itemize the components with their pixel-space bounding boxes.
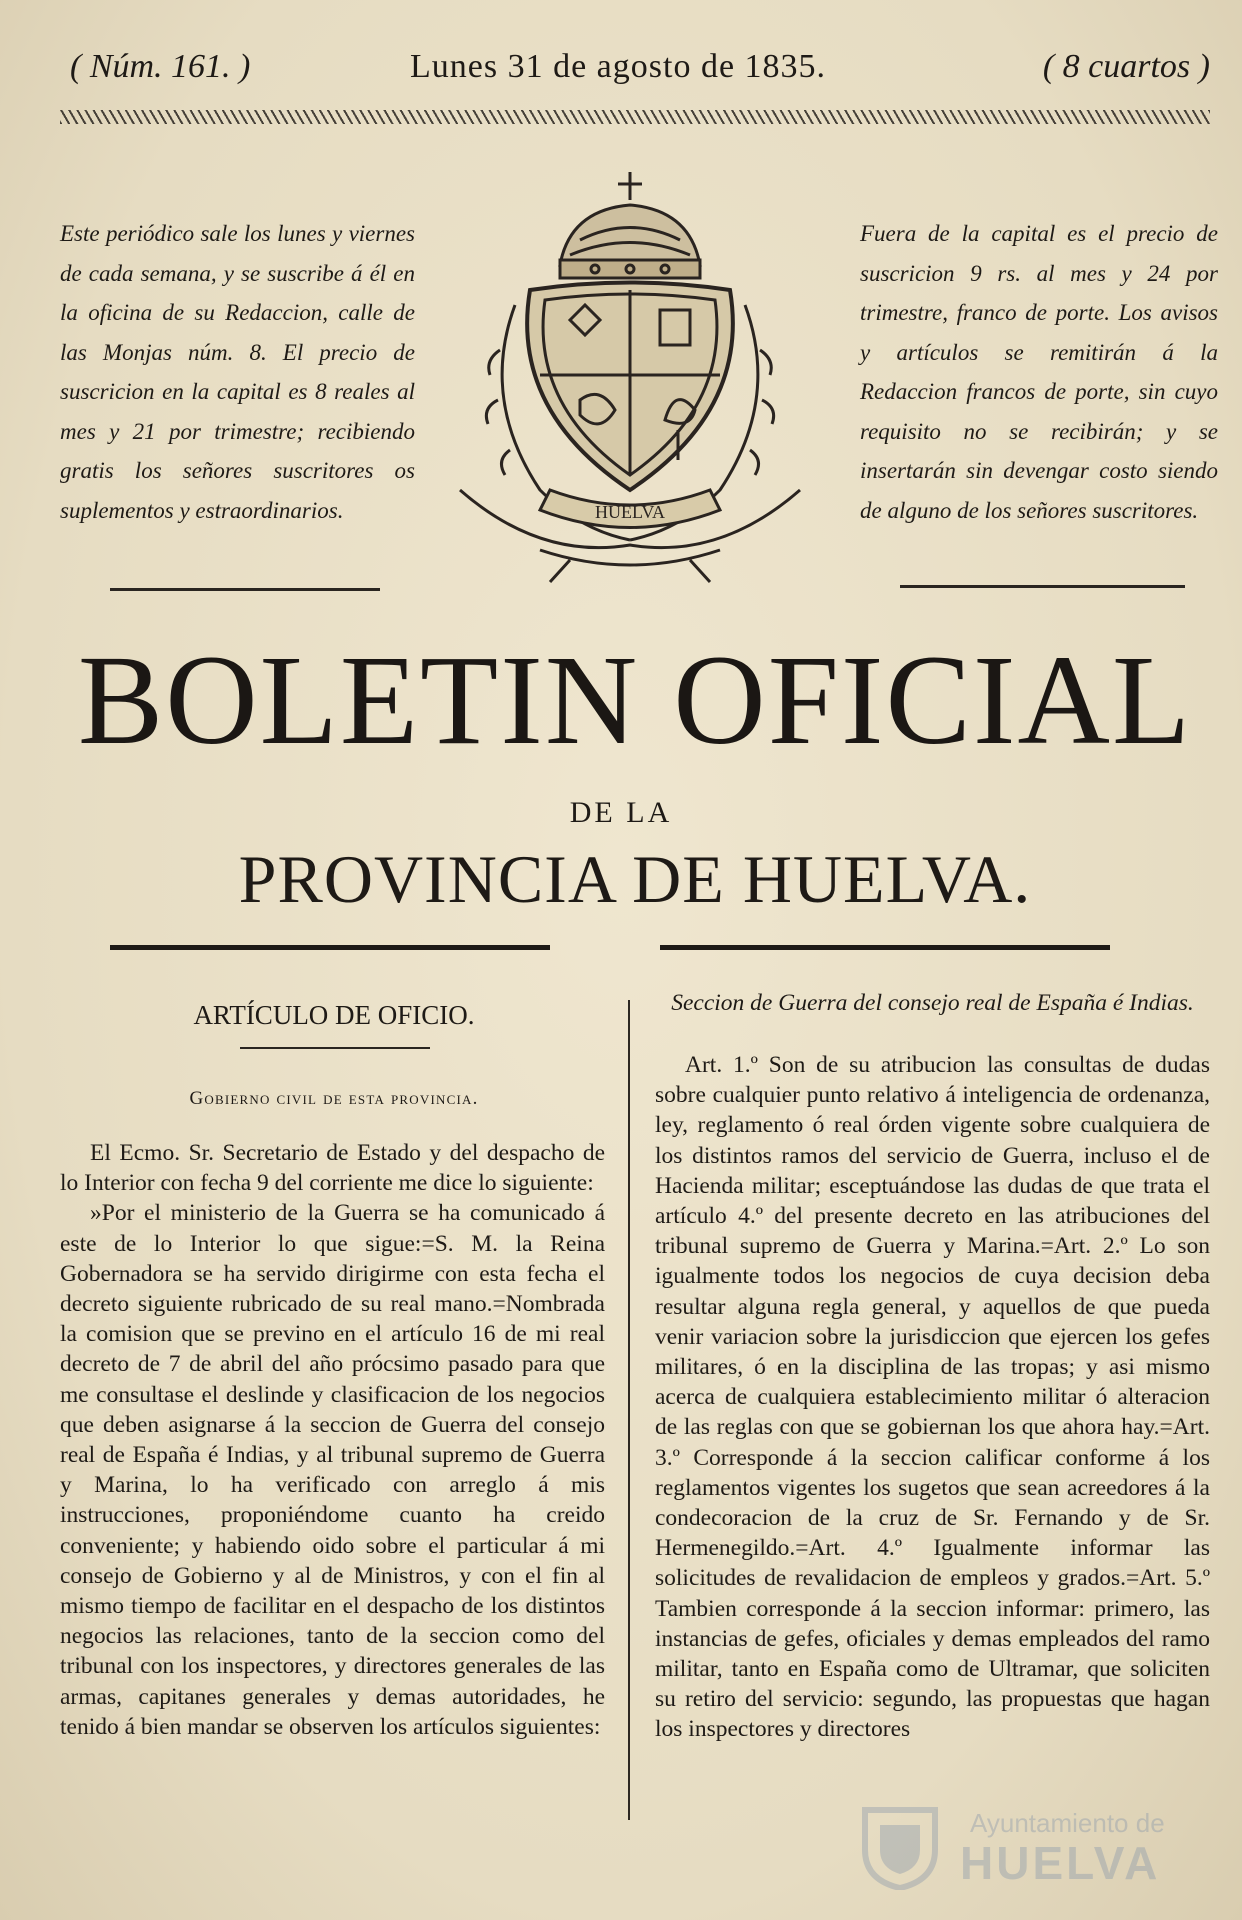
issue-price: ( 8 cuartos ) <box>1042 48 1210 85</box>
shield-icon <box>850 1800 950 1890</box>
title-rule-left <box>110 945 550 950</box>
watermark-small-text: Ayuntamiento de <box>970 1808 1165 1838</box>
archive-watermark <box>850 1800 1210 1890</box>
issue-number: ( Núm. 161. ) <box>70 48 251 85</box>
divider-right <box>900 585 1185 588</box>
ornamental-border <box>60 110 1210 124</box>
subscription-info-right: Fuera de la capital es el precio de suscricion 9 rs. al mes y 24 por trimestre, franco de porte. Los avisos y artículos se remitirán á la Redaccion francos de porte, sin cuyo requisito no se recibirán; y se insertarán sin devengar costo siendo de alguno de los señores suscritores. <box>860 221 1218 523</box>
paragraph: Art. 1.º Son de su atribucion las consultas de dudas sobre cualquier punto relativo á inteligencia de ordenanza, ley, reglamento ó real órden vigente sobre cualquiera de los distintos ramos del servicio de Guerra, incluso el de Hacienda militar; esceptuándose las dudas de que trata el artículo 4.º del presente decreto en las atribuciones del tribunal supremo de Guerra y Marina.=Art. 2.º Lo son igualmente todos los negocios de cuya decision deba resultar alguna regla general, y aquellos de que pueda venir variacion sobre la jurisdiccion que ejercen los gefes militares, ó en la disciplina de las tropas; y asi mismo acerca de cualquiera establecimiento militar ó alteracion de las reglas con que se gobiernan los que ahora hay.=Art. 3.º Corresponde á la seccion calificar conforme á los reglamentos vigentes los sugetos que sean acreedores á la condecoracion de la cruz de Sr. Fernando y de Sr. Hermenegildo.=Art. 4.º Igualmente informar las solicitudes de revalidacion de empleos y grados.=Art. 5.º Tambien corresponde á la seccion informar: primero, las instancias de gefes, oficiales y demas empleados del ramo militar, tanto en España como de Ultramar, que soliciten su retiro del servicio: segundo, las propuestas que hagan los inspectores y directores <box>655 1052 1210 1743</box>
paragraph: El Ecmo. Sr. Secretario de Estado y del despacho de lo Interior con fecha 9 del corriente me dice lo siguiente: <box>60 1140 605 1197</box>
coat-of-arms-icon <box>420 160 840 585</box>
column-divider <box>628 1000 630 1820</box>
heading-underline <box>240 1047 430 1049</box>
paragraph: »Por el ministerio de la Guerra se ha comunicado á este de lo Interior lo que sigue:=S. M. la Reina Gobernadora se ha servido dirigirme con esta fecha el decreto siguiente rubricado de su real mano.=Nombrada la comision que se previno en el artículo 16 de mi real decreto de 7 de abril del año prócsimo pasado para que me consultase el deslinde y clasificacion de los negocios que deben asignarse á la seccion de Guerra del consejo real de España é Indias, y al tribunal supremo de Guerra y Marina, lo ha verificado con arreglo á mis instrucciones, proponiéndome cuanto ha creido conveniente; y habiendo oido sobre el particular á mi consejo de Gobierno y al de Ministros, y con el fin al mismo tiempo de facilitar en el despacho de los distintos negocios las relaciones, tanto de la seccion como del tribunal con los inspectores, y directores generales de las armas, capitanes generales y demas autoridades, he tenido á bien mandar se observen los artículos siguientes: <box>60 1200 605 1740</box>
subscription-info-left: Este periódico sale los lunes y viernes de cada semana, y se suscribe á él en la oficina de su Redaccion, calle de las Monjas núm. 8. El precio de suscricion en la capital es 8 reales al mes y 21 por trimestre; recibiendo gratis los señores suscritores os suplementos y estraordinarios. <box>60 221 415 523</box>
article-subheading: Gobierno civil de esta provincia. <box>189 1088 479 1109</box>
divider-left <box>110 588 380 591</box>
right-article-body <box>655 1050 1210 1745</box>
newspaper-title: BOLETIN OFICIAL <box>77 629 1193 771</box>
masthead <box>60 48 1210 98</box>
issue-date: Lunes 31 de agosto de 1835. <box>410 48 827 85</box>
province-title: PROVINCIA DE HUELVA. <box>238 841 1032 917</box>
article-heading: ARTÍCULO DE OFICIO. <box>193 1000 475 1030</box>
section-heading: Seccion de Guerra del consejo real de España é Indias. <box>671 990 1194 1016</box>
crest-banner-text: HUELVA <box>594 502 666 522</box>
title-connector: DE LA <box>569 796 673 829</box>
watermark-big-text: HUELVA <box>960 1837 1161 1889</box>
title-rule-right <box>660 945 1110 950</box>
left-article-body <box>60 1138 605 1742</box>
